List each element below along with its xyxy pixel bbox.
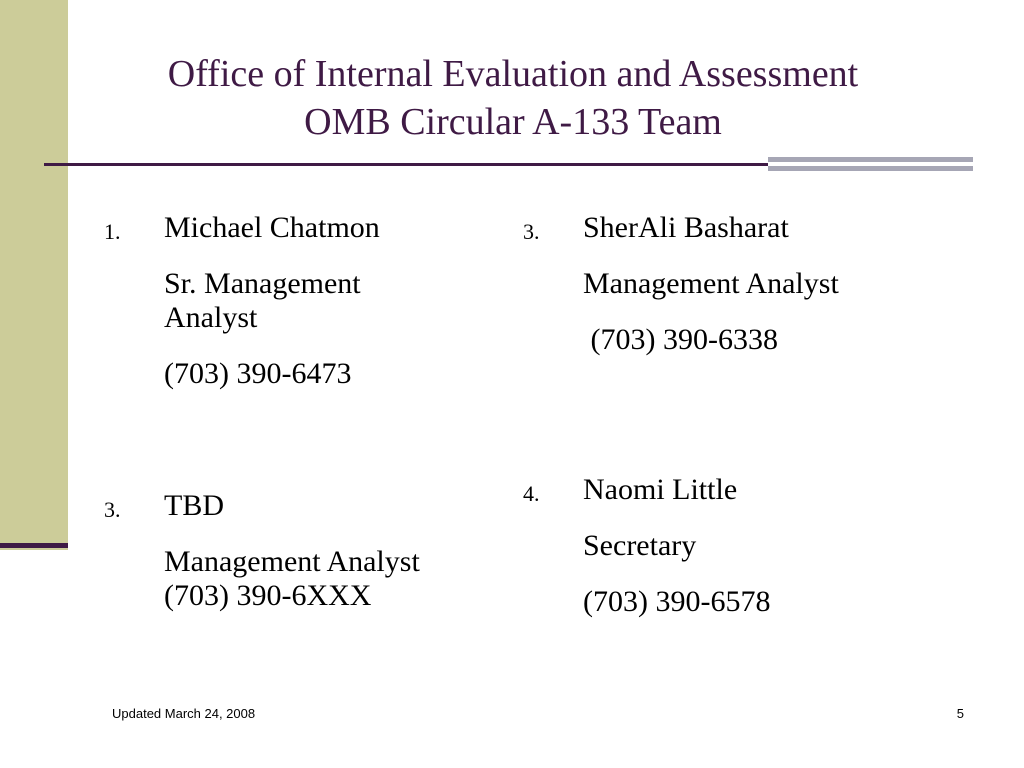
title-underline: [44, 163, 768, 166]
entry-role-line-2: Analyst: [164, 301, 258, 334]
entry-name: Michael Chatmon: [164, 211, 380, 244]
entry-role: Management Analyst: [583, 267, 839, 300]
left-accent-line: [0, 543, 68, 548]
entry-role-line-1: Sr. Management: [164, 267, 361, 300]
left-decorative-band: [0, 0, 68, 550]
entry-number: 3.: [523, 219, 540, 244]
page-number: 5: [956, 706, 964, 721]
entry-phone: (703) 390-6XXX: [164, 579, 372, 612]
entry-details: [583, 473, 770, 619]
entry-number: 4.: [523, 481, 540, 506]
title-line-2: OMB Circular A-133 Team: [304, 101, 722, 143]
stripe-1: [768, 157, 973, 162]
entry-phone: (703) 390-6338: [583, 323, 778, 356]
footer-date: Updated March 24, 2008: [112, 706, 256, 721]
stripe-2: [768, 166, 973, 171]
entry-phone: (703) 390-6578: [583, 585, 771, 618]
entry-number: 3.: [104, 497, 121, 522]
entry-phone: (703) 390-6473: [164, 357, 352, 390]
title-stripe-bar: [768, 157, 973, 177]
entry-number: 1.: [104, 219, 121, 244]
entry-name: Naomi Little: [583, 473, 738, 506]
entry-role: Secretary: [583, 529, 697, 562]
entry-name: TBD: [164, 489, 224, 522]
entry-name: SherAli Basharat: [583, 211, 789, 244]
slide-title: [68, 50, 958, 146]
title-line-1: Office of Internal Evaluation and Assessment: [167, 53, 859, 95]
entry-details: [583, 211, 839, 357]
entry-details: [164, 489, 420, 613]
entry-role: Management Analyst: [164, 545, 420, 578]
entry-details: [164, 211, 380, 391]
